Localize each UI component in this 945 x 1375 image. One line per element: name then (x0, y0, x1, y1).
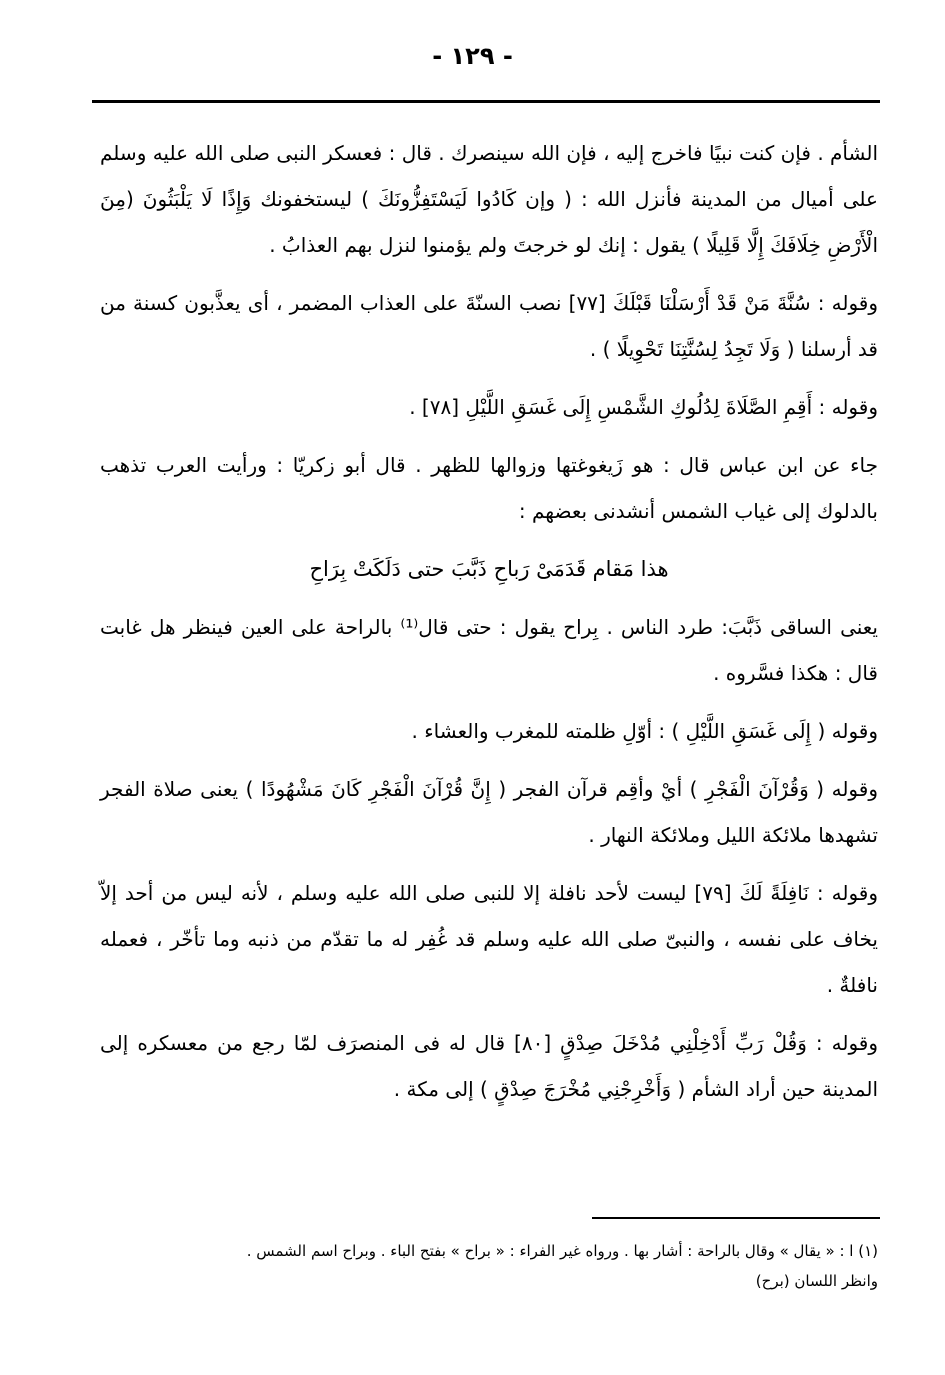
paragraph-3: وقوله : أَقِمِ الصَّلَاةَ لِدُلُوكِ الشَّمْسِ إِلَى غَسَقِ اللَّيْلِ [٧٨] . (409, 395, 878, 419)
footnote-line-1: (١) ا : « يقال » وقال بالراحة : أشار بها . ورواه غير الفراء : « براح » بفتح الباء . وبراح اسم الشمس . (246, 1242, 878, 1260)
paragraph-2: وقوله : سُنَّةَ مَنْ قَدْ أَرْسَلْنَا قَبْلَكَ [٧٧] نصب السنّةَ على العذاب المضمر ، أى يعذَّبون كسنة من قد أرسلنا ( وَلَا تَجِدُ لِسُنَّتِنَا تَحْوِيلًا ) . (100, 291, 879, 361)
page-number: - ١٢٩ - (432, 42, 513, 70)
footnote-rule (592, 1217, 880, 1219)
footnote (100, 1236, 878, 1296)
paragraph-5: يعنى الساقى ذَبَّبَ: طرد الناس . بِراح يقول : حتى قال⁽¹⁾ بالراحة على العين فينظر هل غابت قال : هكذا فسَّروه . (100, 615, 878, 685)
paragraph-9: وقوله : وَقُلْ رَبِّ أَدْخِلْنِي مُدْخَلَ صِدْقٍ [٨٠] قال له فى المنصرَف لمّا رجع من معسكره إلى المدينة حين أراد الشأم ( وَأَخْرِجْنِي مُخْرَجَ صِدْقٍ ) إلى مكة . (100, 1031, 878, 1101)
main-text (100, 130, 878, 1124)
verse-line: هذا مَقام قَدَمَىْ رَباحِ ذَبَّبَ حتى دَلَكَتْ بِرَاحِ (309, 557, 669, 581)
header-rule (92, 100, 880, 103)
paragraph-4: جاء عن ابن عباس قال : هو زَيغوغتها وزوالها للظهر . قال أبو زكريّا : ورأيت العرب تذهب بالدلوك إلى غياب الشمس أنشدنى بعضهم : (100, 453, 878, 523)
paragraph-6: وقوله ( إِلَى غَسَقِ اللَّيْلِ ) : أوّلِ ظلمته للمغرب والعشاء . (411, 719, 878, 743)
paragraph-8: وقوله : نَافِلَةً لَكَ [٧٩] ليست لأحد نافلة إلا للنبى صلى الله عليه وسلم ، لأنه ليس من أحد إلاّ يخاف على نفسه ، والنبىّ صلى الله عليه وسلم قد غُفِر له ما تقدّم من ذنبه وما تأخّر ، فعمله نافلةٌ . (100, 881, 878, 997)
paragraph-7: وقوله ( وَقُرْآنَ الْفَجْرِ ) أيْ وأقِم قرآن الفجر ( إِنَّ قُرْآنَ الْفَجْرِ كَانَ مَشْهُودًا ) يعنى صلاة الفجر تشهدها ملائكة الليل وملائكة النهار . (100, 777, 878, 847)
paragraph-1: الشأم . فإن كنت نبيًا فاخرج إليه ، فإن الله سينصرك . قال : فعسكر النبى صلى الله عليه وسلم على أميال من المدينة فأنزل الله : ( وإن كَادُوا لَيَسْتَفِزُّونَكَ ) ليستخفونك وَإِذًا لَا يَلْبَثُونَ (مِنَ الْأَرْضِ خِلَافَكَ إِلَّا قَلِيلًا ) يقول : إنك لو خرجتَ ولم يؤمنوا لنزل بهم العذابُ . (100, 141, 878, 257)
footnote-line-2: وانظر اللسان (برح) (755, 1272, 878, 1290)
